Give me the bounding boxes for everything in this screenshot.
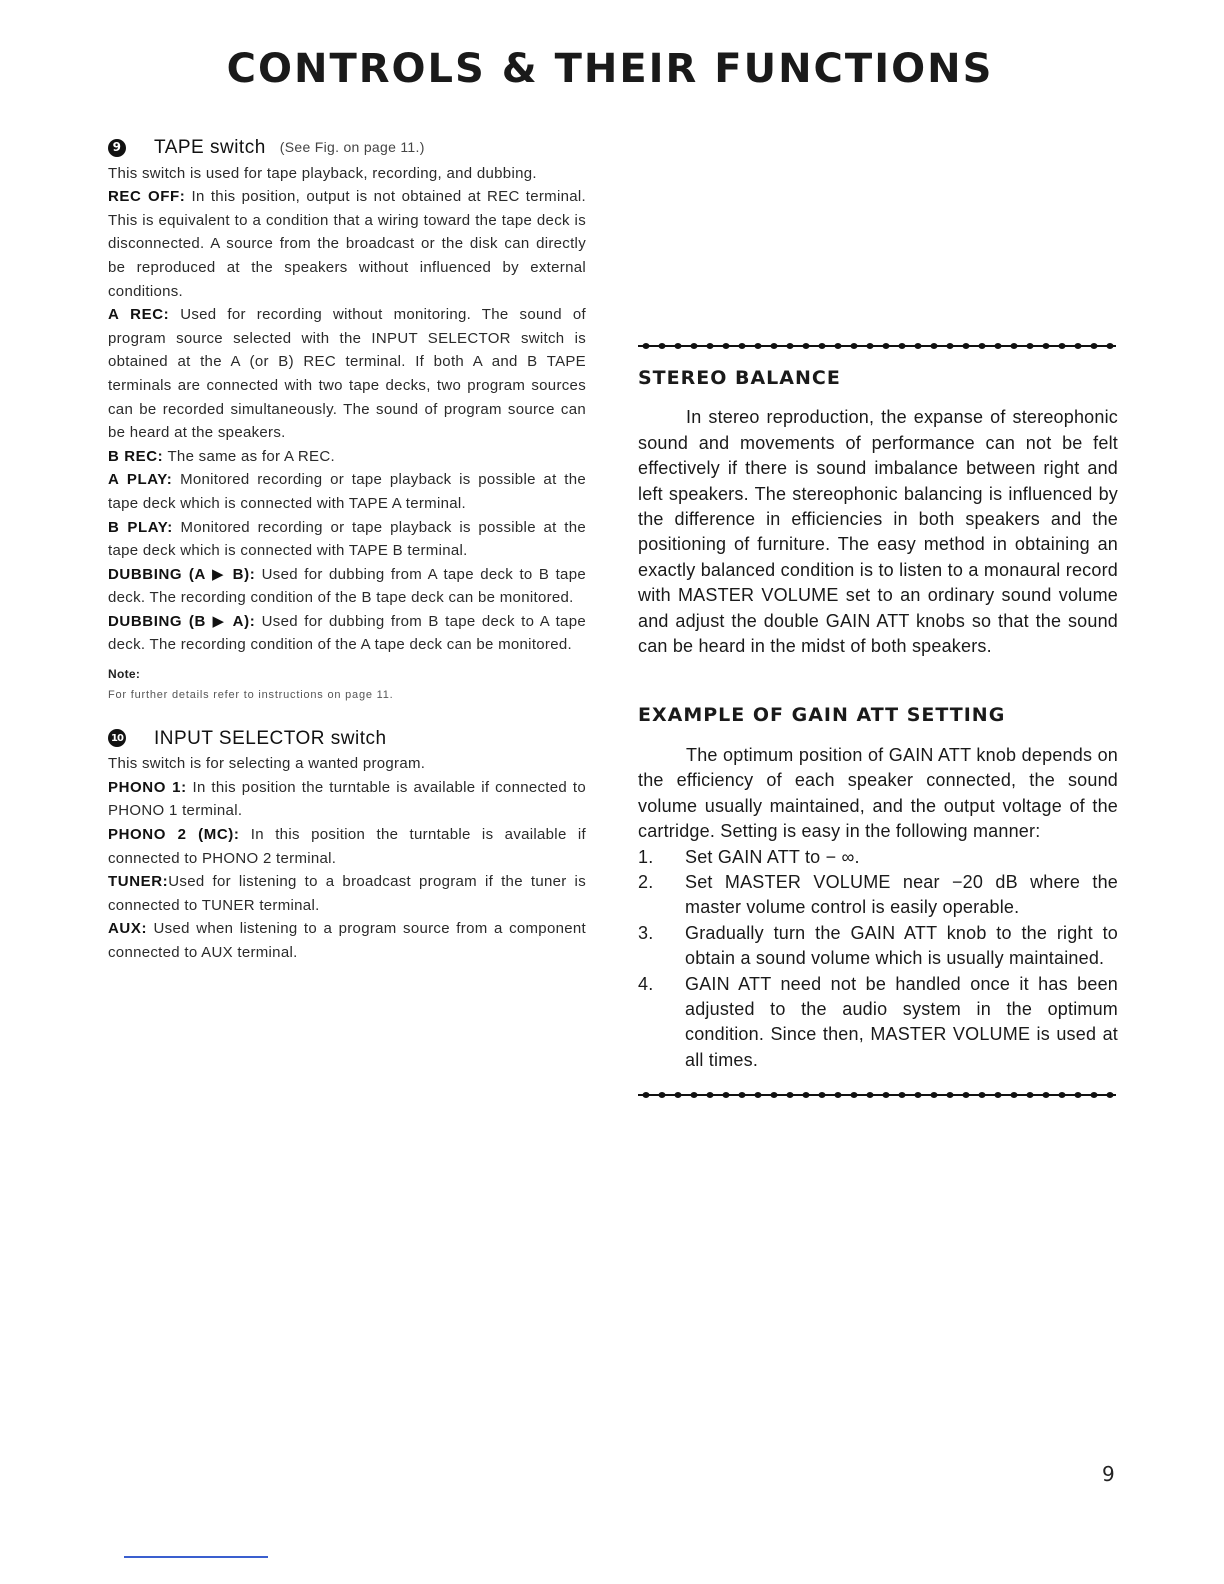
definition-label: PHONO 1:: [108, 778, 187, 796]
definition-text: Used when listening to a program source from a component connected to AUX terminal.: [108, 920, 586, 961]
page-title: CONTROLS & THEIR FUNCTIONS: [226, 46, 994, 92]
definition-item: [108, 468, 586, 515]
step-text: Set GAIN ATT to − ∞.: [685, 846, 860, 867]
step-number: 1.: [638, 846, 654, 867]
page-number: 9: [1102, 1462, 1115, 1486]
step-number: 4.: [638, 973, 654, 994]
input-selector-intro: This switch is for selecting a wanted program.: [108, 755, 426, 773]
stereo-balance-body: In stereo reproduction, the expanse of stereophonic sound and movements of performance can not be felt effectively if there is sound imbalance between right and left speakers. The stereophonic balancing is influenced by the difference in efficiencies in both speakers and the positioning of furniture. The easy method in obtaining an exactly balanced condition is to listen to a monaural record with MASTER VOLUME set to an ordinary sound volume and adjust the double GAIN ATT knobs so that the sound can be heard in the midst of both speakers.: [638, 407, 1118, 657]
definition-item: [108, 445, 586, 469]
list-item: [638, 972, 1118, 1074]
step-number: 3.: [638, 922, 654, 943]
tape-switch-ref: (See Fig. on page 11.): [279, 139, 425, 155]
left-column: [108, 136, 586, 965]
list-item: [638, 870, 1118, 921]
list-item: [638, 845, 1118, 870]
stereo-balance-heading: STEREO BALANCE: [638, 367, 841, 389]
definition-item: [108, 776, 586, 823]
step-text: GAIN ATT need not be handled once it has been adjusted to the audio system in the optimum condition. Since then, MASTER VOLUME is used at all times.: [685, 973, 1118, 1070]
definition-label: A REC:: [108, 306, 170, 324]
right-column: [638, 340, 1118, 1101]
definition-text: Used for dubbing from A tape deck to B tape deck. The recording condition of the B tape deck can be monitored.: [108, 565, 586, 607]
definition-text: In this position the turntable is available if connected to PHONO 2 terminal.: [108, 826, 586, 867]
footer-line: [124, 1556, 268, 1558]
gain-att-heading: EXAMPLE OF GAIN ATT SETTING: [638, 704, 1006, 727]
gain-att-steps: [638, 845, 1118, 1074]
definition-label: B REC:: [108, 447, 164, 465]
definition-text: Monitored recording or tape playback is possible at the tape deck which is connected with TAPE A terminal.: [108, 471, 586, 512]
item-number-badge: 9: [108, 139, 126, 157]
input-selector-header: [108, 727, 586, 751]
note-text: For further details refer to instructions on page 11.: [108, 688, 394, 701]
definition-label: TUNER:: [108, 873, 169, 891]
input-selector-title: INPUT SELECTOR switch: [154, 727, 387, 749]
definition-item: [108, 870, 586, 917]
step-text: Set MASTER VOLUME near −20 dB where the master volume control is easily operable.: [685, 871, 1118, 918]
tape-switch-intro: This switch is used for tape playback, recording, and dubbing.: [108, 164, 537, 182]
definition-item: [108, 610, 586, 657]
definition-text: Monitored recording or tape playback is possible at the tape deck which is connected with TAPE B terminal.: [108, 518, 586, 560]
decorative-divider: [638, 1089, 1116, 1101]
definition-item: [108, 563, 586, 610]
note-label: Note:: [108, 667, 141, 682]
tape-switch-title: TAPE switch: [154, 137, 266, 158]
definition-item: [108, 185, 586, 303]
list-item: [638, 921, 1118, 972]
definition-text: In this position, output is not obtained at REC terminal. This is equivalent to a condition that a wiring toward the tape deck is disconnected. A source from the broadcast or the disk can directly be reproduced at the speakers without influenced by external conditions.: [108, 188, 586, 300]
definition-label: DUBBING (B ▶ A):: [108, 612, 256, 630]
definition-text: In this position the turntable is available if connected to PHONO 1 terminal.: [108, 778, 586, 820]
definition-label: DUBBING (A ▶ B):: [108, 565, 256, 583]
definition-item: [108, 917, 586, 964]
step-number: 2.: [638, 871, 654, 892]
tape-switch-header: [108, 136, 586, 160]
decorative-divider: [638, 340, 1116, 352]
definition-text: Used for dubbing from B tape deck to A tape deck. The recording condition of the A tape deck can be monitored.: [108, 612, 586, 654]
definition-text: Used for listening to a broadcast program if the tuner is connected to TUNER terminal.: [108, 873, 586, 914]
definition-text: The same as for A REC.: [163, 447, 335, 465]
item-number-badge: 10: [108, 729, 126, 747]
gain-att-body: The optimum position of GAIN ATT knob depends on the efficiency of each speaker connected, the sound volume usually maintained, and the output voltage of the cartridge. Setting is easy in the following manner:: [638, 744, 1118, 842]
definition-item: [108, 303, 586, 445]
definition-label: B PLAY:: [108, 518, 173, 536]
definition-item: [108, 823, 586, 870]
definition-label: REC OFF:: [108, 188, 186, 206]
definition-label: AUX:: [108, 920, 148, 938]
definition-text: Used for recording without monitoring. The sound of program source selected with the INPUT SELECTOR switch is obtained at the A (or B) REC terminal. If both A and B TAPE terminals are connected with two tape decks, two program sources can be recorded simultaneously. The sound of program source can be heard at the speakers.: [108, 306, 586, 442]
definition-label: PHONO 2 (MC):: [108, 826, 240, 844]
step-text: Gradually turn the GAIN ATT knob to the right to obtain a sound volume which is usually maintained.: [685, 922, 1118, 969]
definition-label: A PLAY:: [108, 471, 173, 489]
definition-item: [108, 516, 586, 563]
